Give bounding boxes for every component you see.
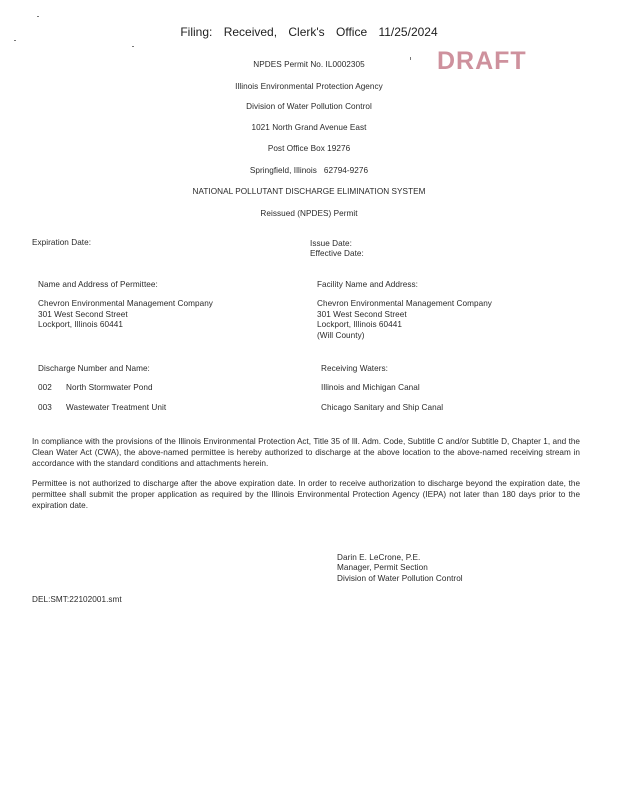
permittee-street: 301 West Second Street bbox=[38, 310, 128, 319]
discharge-number: 002 bbox=[38, 383, 52, 392]
agency-city: Springfield, Illinois 62794-9276 bbox=[249, 166, 369, 175]
permittee-city: Lockport, Illinois 60441 bbox=[38, 320, 123, 329]
signatory-title: Manager, Permit Section bbox=[337, 563, 428, 572]
issue-date-label: Issue Date: bbox=[310, 239, 352, 248]
permittee-label: Name and Address of Permittee: bbox=[38, 280, 158, 289]
agency-name: Illinois Environmental Protection Agency bbox=[235, 82, 383, 91]
permit-number: NPDES Permit No. IL0002305 bbox=[253, 60, 365, 69]
scan-speck bbox=[132, 46, 134, 47]
filing-stamp: Filing: Received, Clerk's Office 11/25/2024 bbox=[180, 25, 438, 39]
receiving-water: Illinois and Michigan Canal bbox=[321, 383, 420, 392]
signatory-division: Division of Water Pollution Control bbox=[337, 574, 463, 583]
facility-city: Lockport, Illinois 60441 bbox=[317, 320, 402, 329]
document-reference: DEL:SMT:22102001.smt bbox=[32, 595, 122, 604]
receiving-waters-label: Receiving Waters: bbox=[321, 364, 388, 373]
discharge-label: Discharge Number and Name: bbox=[38, 364, 150, 373]
discharge-name: Wastewater Treatment Unit bbox=[66, 403, 167, 412]
expiration-paragraph: Permittee is not authorized to discharge after the above expiration date. In order to receive authorization to discharge beyond the expiration date, the permittee shall submit the proper application as required by the Illinois Environmental Protection Agency (IEPA) not later than 180 days prior to the expiration date. bbox=[32, 479, 580, 510]
scan-speck bbox=[37, 16, 39, 17]
facility-street: 301 West Second Street bbox=[317, 310, 407, 319]
facility-name: Chevron Environmental Management Company bbox=[317, 299, 492, 308]
receiving-water: Chicago Sanitary and Ship Canal bbox=[321, 403, 444, 412]
facility-county: (Will County) bbox=[317, 331, 365, 340]
discharge-number: 003 bbox=[38, 403, 52, 412]
permittee-name: Chevron Environmental Management Company bbox=[38, 299, 213, 308]
scan-speck bbox=[14, 40, 16, 41]
expiration-date-label: Expiration Date: bbox=[32, 238, 92, 247]
effective-date-label: Effective Date: bbox=[310, 249, 364, 258]
discharge-name: North Stormwater Pond bbox=[66, 383, 153, 392]
compliance-paragraph: In compliance with the provisions of the Illinois Environmental Protection Act, Title 35 of Ill. Adm. Code, Subtitle C and/or Subtitle D, Chapter 1, and the Clean Water Act (CWA), the above-named permittee is hereby authorized to discharge at the above location to the above-named receiving stream in accordance with the standard conditions and attachments herein. bbox=[32, 437, 580, 468]
signatory-name: Darin E. LeCrone, P.E. bbox=[337, 553, 421, 562]
division-name: Division of Water Pollution Control bbox=[246, 102, 372, 111]
facility-label: Facility Name and Address: bbox=[317, 280, 418, 289]
permit-type: Reissued (NPDES) Permit bbox=[260, 209, 358, 218]
agency-address: 1021 North Grand Avenue East bbox=[251, 123, 367, 132]
draft-stamp: DRAFT bbox=[437, 47, 527, 75]
agency-po-box: Post Office Box 19276 bbox=[267, 144, 351, 153]
system-title: NATIONAL POLLUTANT DISCHARGE ELIMINATION SYSTEM bbox=[192, 187, 426, 196]
